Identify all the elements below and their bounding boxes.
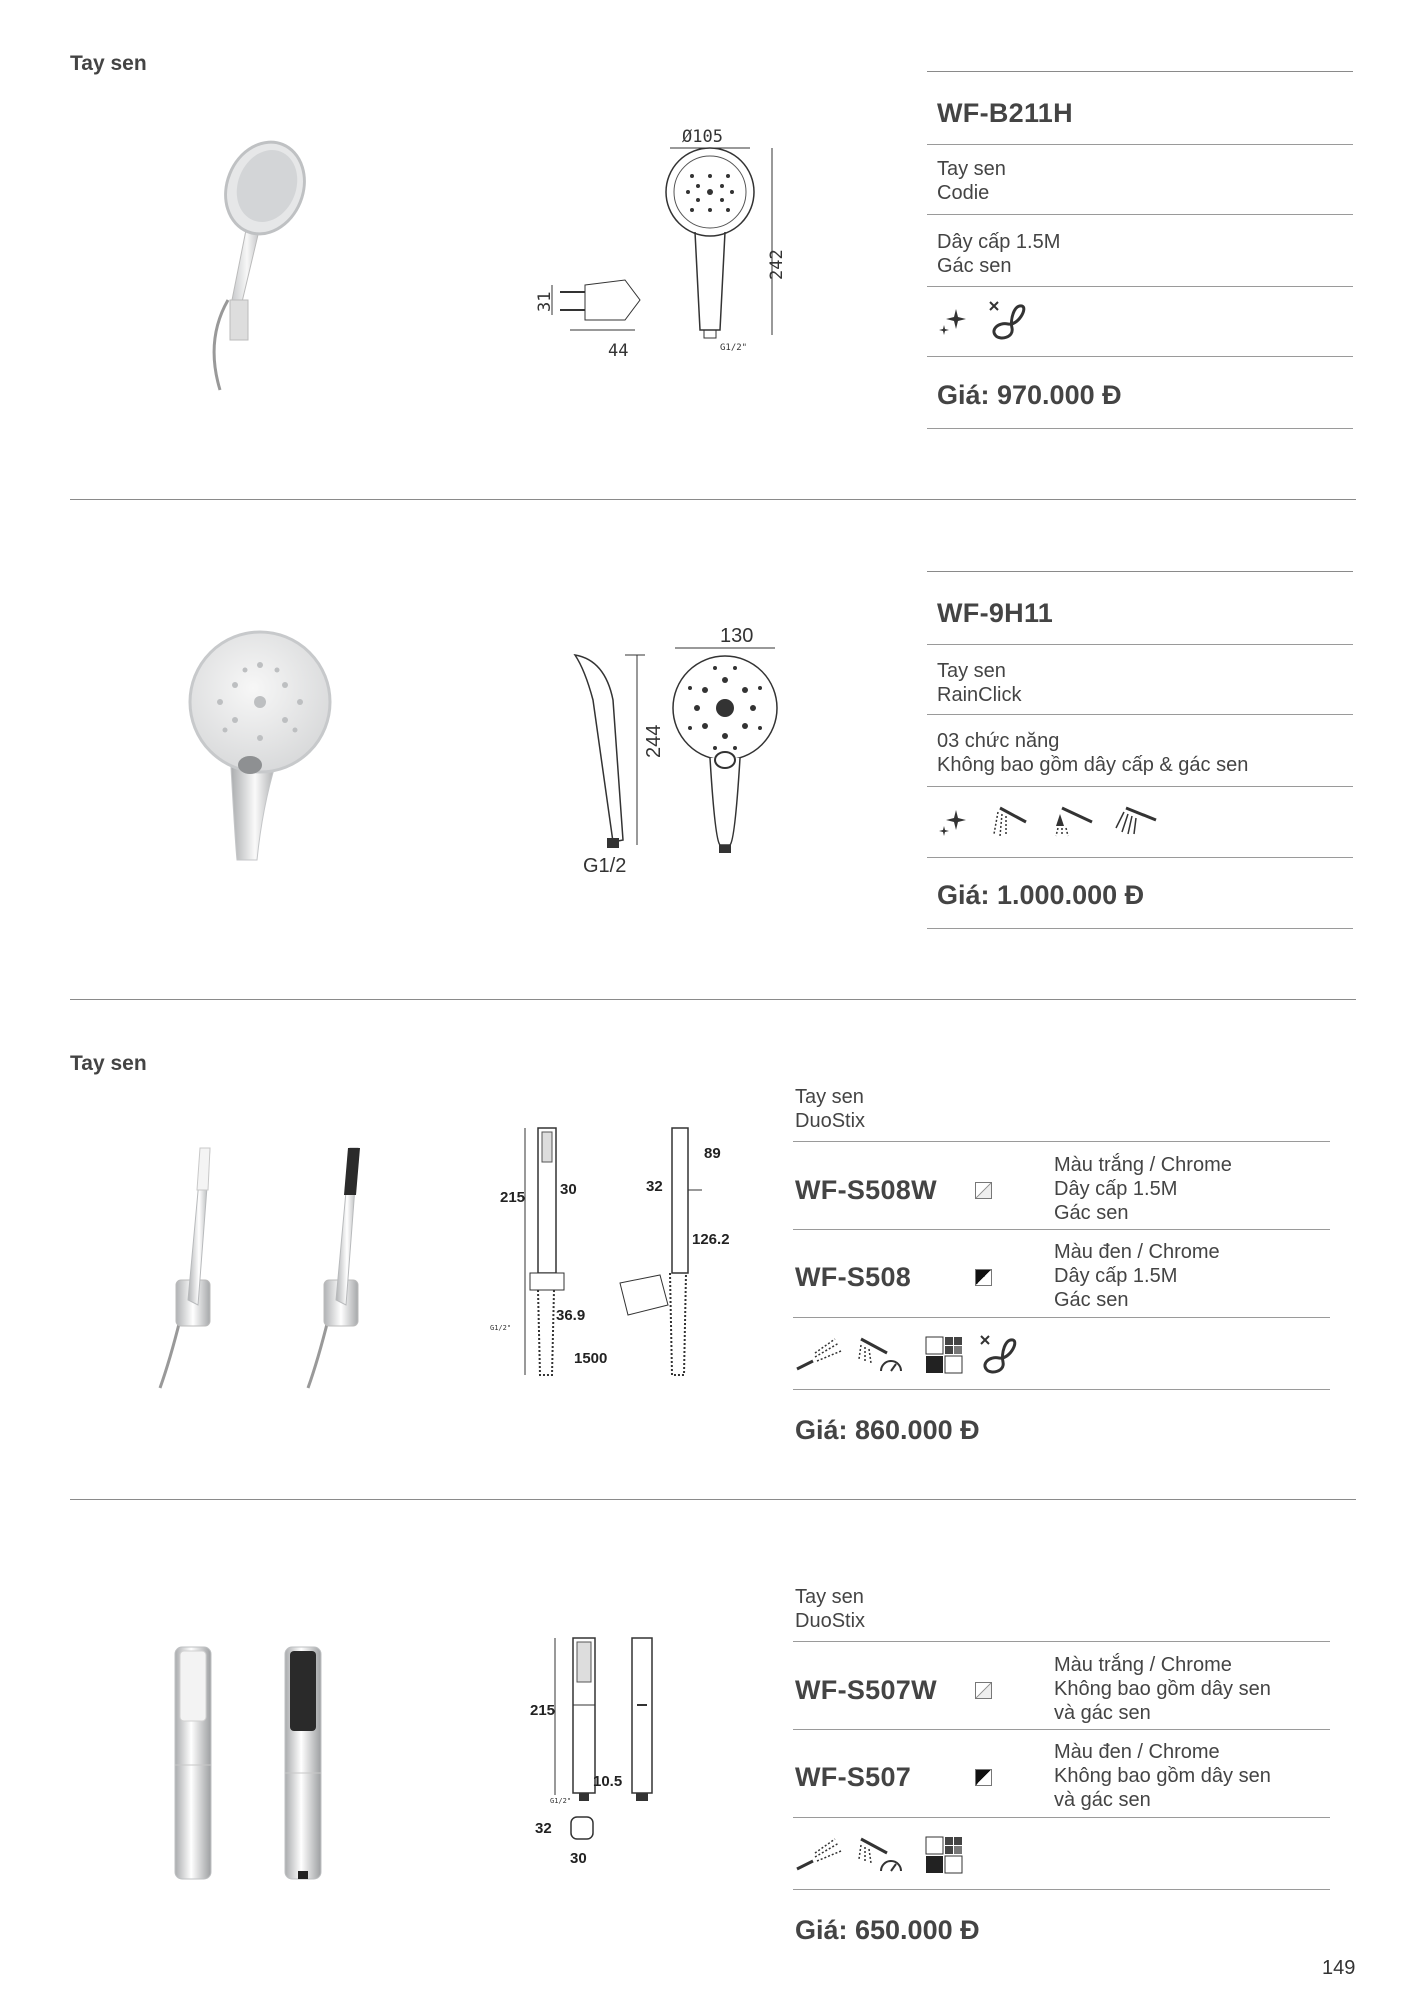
spray-mode-3-icon	[1114, 802, 1158, 838]
product-spec-line: Không bao gồm dây cấp & gác sen	[937, 754, 1249, 776]
color-grid-icon	[925, 1336, 963, 1374]
dim-diameter: 130	[720, 625, 754, 647]
product-name-line: Codie	[937, 182, 990, 204]
variant-line: Màu trắng / Chrome	[1054, 1154, 1232, 1176]
product-name-line: Tay sen	[795, 1086, 864, 1108]
dim-thread: G1/2"	[720, 343, 748, 353]
dim-d: 89	[704, 1145, 721, 1162]
dim-a: 215	[500, 1189, 526, 1206]
product-name-line: DuoStix	[795, 1110, 866, 1132]
section-label: Tay sen	[70, 52, 147, 75]
dim-height: 242	[767, 249, 787, 280]
dim-a: 215	[530, 1702, 556, 1719]
product-name-line: RainClick	[937, 684, 1022, 706]
technical-drawing-wf-s508	[490, 1125, 750, 1385]
dim-c: 32	[646, 1178, 663, 1195]
section-label: Tay sen	[70, 1052, 147, 1075]
dim-f: 36.9	[556, 1307, 586, 1324]
variant-line: Gác sen	[1054, 1289, 1129, 1311]
black-chrome-swatch	[975, 1769, 992, 1786]
pressure-spray-icon	[857, 1335, 905, 1375]
sparkle-icon	[938, 303, 970, 339]
technical-drawing-wf-9h11	[565, 620, 805, 880]
product-name-line: Tay sen	[937, 660, 1006, 682]
product-price: Giá: 650.000 Đ	[795, 1915, 980, 1945]
dim-thread: G1/2"	[550, 1797, 572, 1805]
no-hose-icon	[979, 1334, 1023, 1376]
white-chrome-swatch	[975, 1182, 992, 1199]
product-price: Giá: 860.000 Đ	[795, 1415, 980, 1445]
product-photo-wf-b211h	[180, 140, 350, 400]
variant-model: WF-S508W	[795, 1175, 937, 1205]
dim-b: 30	[560, 1181, 577, 1198]
variant-line: Màu đen / Chrome	[1054, 1741, 1220, 1763]
color-grid-icon	[925, 1836, 963, 1874]
variant-line: Gác sen	[1054, 1202, 1129, 1224]
dim-d: 30	[570, 1850, 587, 1867]
dim-b: 10.5	[593, 1773, 623, 1790]
variant-model: WF-S507W	[795, 1675, 937, 1705]
product-name-line: Tay sen	[937, 158, 1006, 180]
spray-icon	[795, 1837, 841, 1873]
product-price: Giá: 1.000.000 Đ	[937, 880, 1145, 910]
page-number: 149	[1322, 1957, 1356, 1979]
product-photo-wf-9h11	[185, 630, 335, 870]
variant-line: Màu trắng / Chrome	[1054, 1654, 1232, 1676]
product-spec-line: 03 chức năng	[937, 730, 1060, 752]
variant-model: WF-S508	[795, 1262, 912, 1292]
sparkle-icon	[938, 804, 970, 840]
dim-diameter: Ø105	[682, 127, 723, 147]
product-photo-wf-s508	[300, 1140, 400, 1390]
product-name-line: DuoStix	[795, 1610, 866, 1632]
product-spec-line: Gác sen	[937, 255, 1012, 277]
variant-line: Dây cấp 1.5M	[1054, 1178, 1178, 1200]
spray-mode-1-icon	[992, 802, 1032, 838]
product-model: WF-B211H	[937, 98, 1073, 128]
technical-drawing-wf-b211h	[530, 120, 790, 380]
product-photo-wf-s508w	[150, 1140, 260, 1390]
variant-line: Dây cấp 1.5M	[1054, 1265, 1178, 1287]
product-name-line: Tay sen	[795, 1586, 864, 1608]
product-photo-wf-s507w	[170, 1645, 220, 1885]
product-price: Giá: 970.000 Đ	[937, 380, 1122, 410]
dim-width: 44	[608, 341, 629, 361]
product-model: WF-9H11	[937, 598, 1054, 628]
pressure-spray-icon	[857, 1835, 905, 1875]
white-chrome-swatch	[975, 1682, 992, 1699]
dim-depth: 31	[535, 291, 555, 312]
product-photo-wf-s507	[280, 1645, 330, 1885]
dim-thread: G1/2	[583, 855, 627, 877]
variant-line: và gác sen	[1054, 1789, 1151, 1811]
variant-model: WF-S507	[795, 1762, 912, 1792]
spray-mode-2-icon	[1052, 802, 1096, 838]
dim-height: 244	[643, 724, 665, 758]
product-spec-line: Dây cấp 1.5M	[937, 231, 1061, 253]
variant-line: Màu đen / Chrome	[1054, 1241, 1220, 1263]
technical-drawing-wf-s507	[525, 1635, 675, 1875]
variant-line: Không bao gồm dây sen	[1054, 1678, 1271, 1700]
spray-icon	[795, 1337, 841, 1373]
variant-line: và gác sen	[1054, 1702, 1151, 1724]
dim-c: 32	[535, 1820, 552, 1837]
black-chrome-swatch	[975, 1269, 992, 1286]
dim-g: 1500	[574, 1350, 608, 1367]
variant-line: Không bao gồm dây sen	[1054, 1765, 1271, 1787]
dim-e: 126.2	[692, 1231, 730, 1248]
dim-thread: G1/2"	[490, 1324, 512, 1332]
no-hose-icon	[988, 300, 1032, 342]
